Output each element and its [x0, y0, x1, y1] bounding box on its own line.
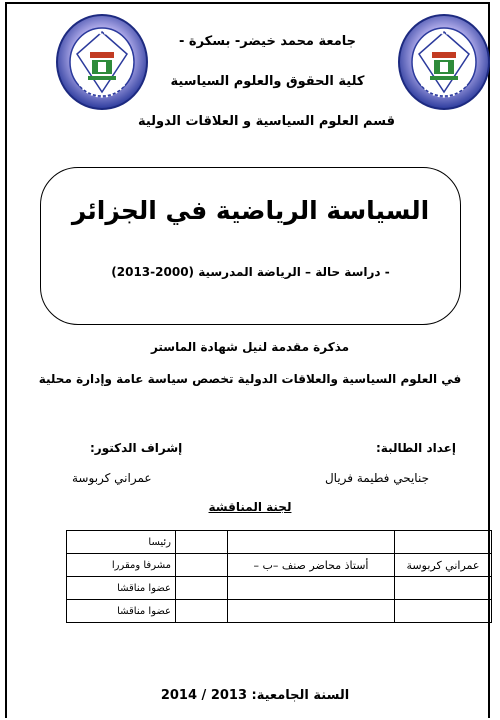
university-seal-icon	[52, 12, 152, 112]
member-institution	[176, 600, 228, 623]
member-role: عضوا مناقشا	[67, 600, 176, 623]
title-frame	[40, 167, 461, 325]
member-role: عضوا مناقشا	[67, 577, 176, 600]
memo-degree: مذكرة مقدمة لنيل شهادة الماستر	[150, 340, 350, 354]
thesis-title: السياسة الرياضية في الجزائر	[71, 196, 430, 225]
student-label: إعداد الطالبة:	[376, 441, 456, 455]
table-row	[67, 531, 492, 554]
committee-table	[66, 530, 492, 623]
table-row	[67, 600, 492, 623]
university-seal-icon	[394, 12, 494, 112]
committee-title: لجنة المناقشة	[208, 500, 292, 514]
memo-specialization: في العلوم السياسية والعلاقات الدولية تخصص سياسة عامة وإدارة محلية	[38, 372, 462, 386]
thesis-subtitle: - دراسة حالة – الرياضة المدرسية (2000-2013)	[111, 265, 390, 279]
supervisor-name: عمراني كربوسة	[72, 471, 152, 485]
member-institution	[176, 577, 228, 600]
member-rank	[228, 531, 395, 554]
faculty-name: كلية الحقوق والعلوم السياسية	[170, 74, 365, 89]
academic-year: السنة الجامعية: 2013 / 2014	[160, 688, 350, 703]
department-name: قسم العلوم السياسية و العلاقات الدولية	[137, 114, 395, 129]
table-row	[67, 554, 492, 577]
table-row	[67, 577, 492, 600]
university-name: جامعة محمد خيضر- بسكرة -	[178, 34, 357, 49]
member-name	[395, 600, 492, 623]
member-institution	[176, 531, 228, 554]
member-name	[395, 577, 492, 600]
member-role: رئيسا	[67, 531, 176, 554]
member-name: عمراني كربوسة	[395, 554, 492, 577]
member-rank	[228, 600, 395, 623]
member-rank: أستاذ محاضر صنف –ب –	[228, 554, 395, 577]
member-name	[395, 531, 492, 554]
supervisor-label: إشراف الدكتور:	[90, 441, 183, 455]
member-institution	[176, 554, 228, 577]
member-rank	[228, 577, 395, 600]
student-name: جنايحي فطيمة فريال	[324, 471, 429, 485]
member-role: مشرفا ومقررا	[67, 554, 176, 577]
